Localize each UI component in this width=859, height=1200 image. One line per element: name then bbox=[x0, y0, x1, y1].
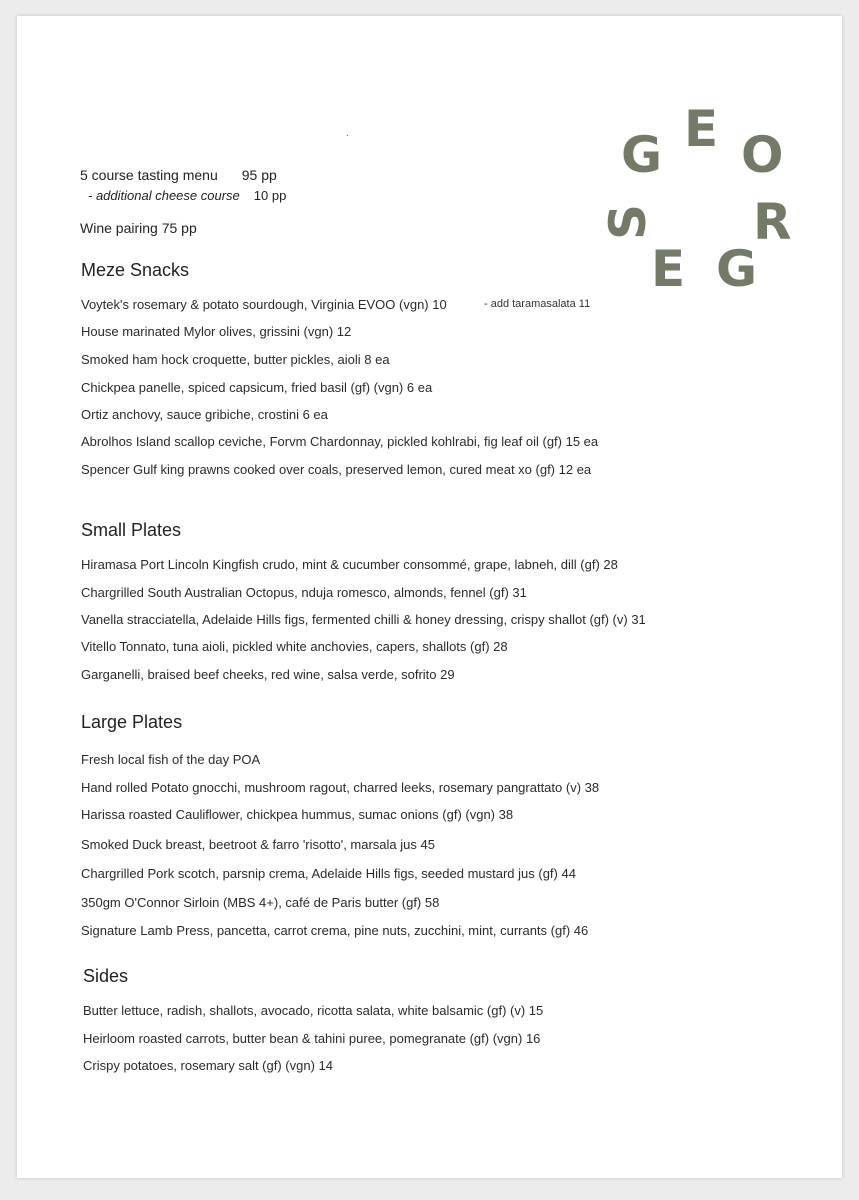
menu-item: Harissa roasted Cauliflower, chickpea hummus, sumac onions (gf) (vgn) 38 bbox=[81, 807, 514, 822]
tasting-menu-line bbox=[80, 167, 277, 183]
stray-dot: . bbox=[346, 128, 349, 139]
menu-item-addon: - add taramasalata 11 bbox=[484, 298, 591, 310]
menu-item: Chargrilled South Australian Octopus, nduja romesco, almonds, fennel (gf) 31 bbox=[81, 585, 527, 600]
menu-item: Chargrilled Pork scotch, parsnip crema, Adelaide Hills figs, seeded mustard jus (gf) 44 bbox=[81, 866, 576, 881]
menu-item: Abrolhos Island scallop ceviche, Forvm Chardonnay, pickled kohlrabi, fig leaf oil (gf) 15 ea bbox=[81, 434, 599, 449]
tasting-menu-price: 95 pp bbox=[241, 167, 277, 183]
logo-letter: R bbox=[753, 193, 792, 251]
logo-letter: S bbox=[599, 203, 658, 241]
menu-item: Smoked Duck breast, beetroot & farro 'risotto', marsala jus 45 bbox=[81, 837, 435, 852]
menu-item: 350gm O'Connor Sirloin (MBS 4+), café de Paris butter (gf) 58 bbox=[81, 895, 440, 910]
menu-item: House marinated Mylor olives, grissini (vgn) 12 bbox=[81, 324, 352, 339]
menu-item: Heirloom roasted carrots, butter bean & tahini puree, pomegranate (gf) (vgn) 16 bbox=[83, 1031, 541, 1046]
cheese-course-price: 10 pp bbox=[253, 188, 287, 203]
menu-item: Hand rolled Potato gnocchi, mushroom ragout, charred leeks, rosemary pangrattato (v) 38 bbox=[81, 780, 600, 795]
section-title-meze-snacks: Meze Snacks bbox=[81, 260, 190, 280]
section-title-large-plates: Large Plates bbox=[81, 712, 183, 732]
menu-item: Ortiz anchovy, sauce gribiche, crostini 6 ea bbox=[81, 407, 328, 422]
wine-pairing: Wine pairing 75 pp bbox=[80, 220, 197, 236]
tasting-menu-label: 5 course tasting menu bbox=[80, 167, 218, 183]
menu-item: Spencer Gulf king prawns cooked over coals, preserved lemon, cured meat xo (gf) 12 ea bbox=[81, 462, 592, 477]
menu-item: Fresh local fish of the day POA bbox=[81, 752, 261, 767]
logo-letter: E bbox=[684, 100, 719, 158]
menu-item: Voytek's rosemary & potato sourdough, Virginia EVOO (vgn) 10 bbox=[81, 297, 447, 312]
cheese-course-label: - additional cheese course bbox=[88, 188, 240, 203]
menu-page bbox=[17, 16, 842, 1178]
logo-letter: O bbox=[741, 126, 784, 184]
menu-item: Vitello Tonnato, tuna aioli, pickled white anchovies, capers, shallots (gf) 28 bbox=[81, 639, 508, 654]
menu-item: Vanella stracciatella, Adelaide Hills figs, fermented chilli & honey dressing, crispy shallot (gf) (v) 31 bbox=[81, 612, 646, 627]
menu-item: Butter lettuce, radish, shallots, avocado, ricotta salata, white balsamic (gf) (v) 15 bbox=[83, 1003, 544, 1018]
menu-item: Signature Lamb Press, pancetta, carrot crema, pine nuts, zucchini, mint, currants (gf) 46 bbox=[81, 923, 589, 938]
section-title-small-plates: Small Plates bbox=[81, 520, 182, 540]
logo-letter: G bbox=[716, 240, 758, 298]
menu-item: Garganelli, braised beef cheeks, red wine, salsa verde, sofrito 29 bbox=[81, 667, 455, 682]
menu-item: Crispy potatoes, rosemary salt (gf) (vgn) 14 bbox=[83, 1058, 333, 1073]
menu-item: Chickpea panelle, spiced capsicum, fried basil (gf) (vgn) 6 ea bbox=[81, 380, 433, 395]
george-logo bbox=[599, 100, 797, 298]
menu-item: Smoked ham hock croquette, butter pickles, aioli 8 ea bbox=[81, 352, 390, 367]
logo-letter: E bbox=[651, 240, 686, 298]
cheese-course-line bbox=[88, 188, 286, 203]
logo-letter: G bbox=[621, 126, 663, 184]
menu-item: Hiramasa Port Lincoln Kingfish crudo, mint & cucumber consommé, grape, labneh, dill (gf) 28 bbox=[81, 557, 618, 572]
section-title-sides: Sides bbox=[83, 966, 129, 986]
